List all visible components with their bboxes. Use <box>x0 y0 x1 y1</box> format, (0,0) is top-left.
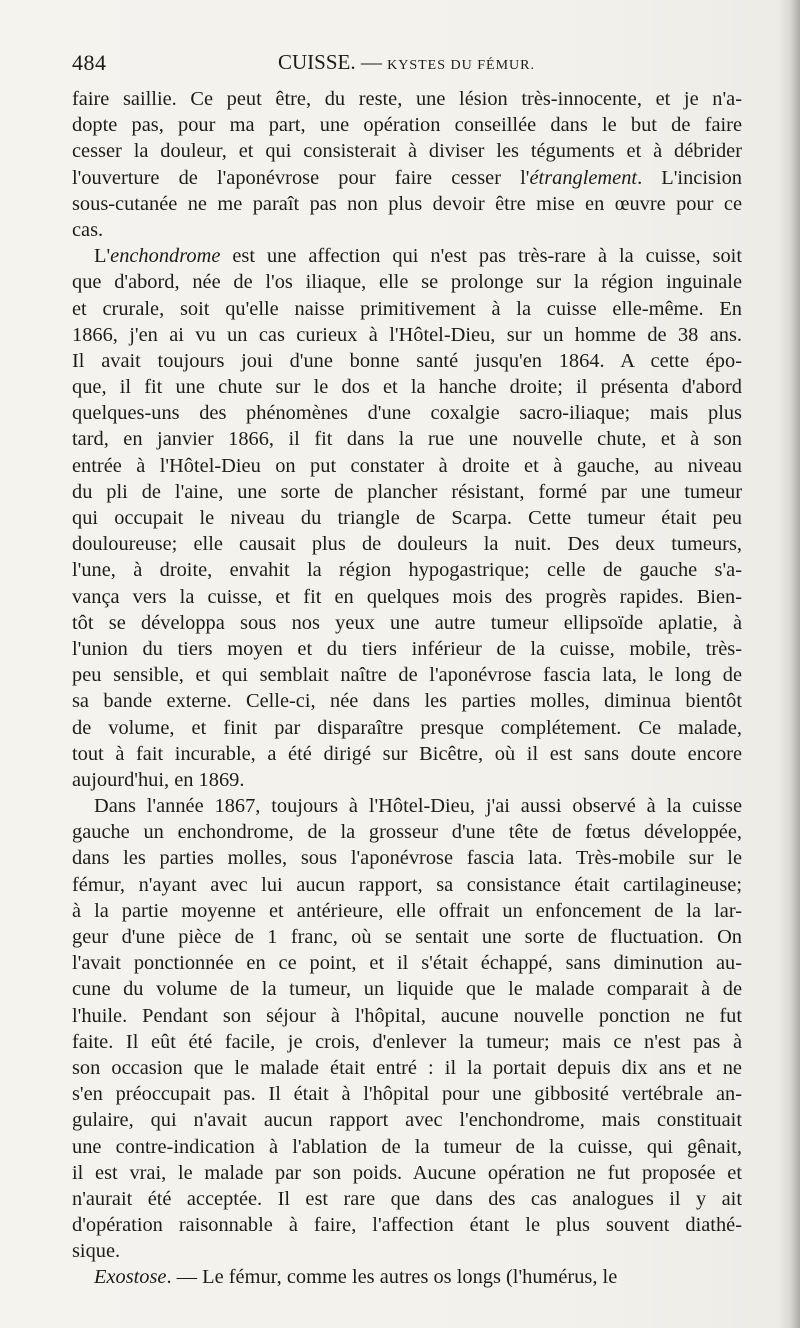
text-line: que d'abord, née de l'os iliaque, elle se prolonge sur la région inguinale <box>72 271 742 294</box>
text-line: 1866, j'en ai vu un cas curieux à l'Hôtel-Dieu, sur un homme de 38 ans. <box>72 323 742 346</box>
body-text <box>72 86 742 1291</box>
text-line: Il avait toujours joui d'une bonne santé jusqu'en 1864. A cette épo- <box>72 349 742 372</box>
text-line: entrée à l'Hôtel-Dieu on put constater à droite et à gauche, au niveau <box>72 454 742 477</box>
paragraph <box>72 1264 742 1290</box>
text-line: de volume, et finit par disparaître presque complétement. Ce malade, <box>72 716 742 739</box>
text-line: cas. <box>72 218 104 241</box>
paragraph <box>72 243 742 793</box>
text-line: faite. Il eût été facile, je crois, d'enlever la tumeur; mais ce n'est pas à <box>72 1030 742 1053</box>
text-line: que, il fit une chute sur le dos et la hanche droite; il présenta d'abord <box>72 376 742 399</box>
text-line: geur d'une pièce de 1 franc, où se sentait une sorte de fluctuation. On <box>72 926 742 948</box>
text-line: d'opération raisonnable à faire, l'affection étant le plus souvent diathé- <box>72 1214 742 1237</box>
page-header <box>72 50 742 84</box>
running-head-subject: KYSTES DU FÉMUR. <box>387 58 535 73</box>
text-line: du pli de l'aine, une sorte de plancher résistant, formé par une tumeur <box>72 480 742 503</box>
text-line: une contre-indication à l'ablation de la tumeur de la cuisse, qui gênait, <box>72 1135 742 1158</box>
text-line: aujourd'hui, en 1869. <box>72 768 245 791</box>
text-line: quelques-uns des phénomènes d'une coxalgie sacro-iliaque; mais plus <box>72 402 742 425</box>
text-line: n'aurait été acceptée. Il est rare que dans des cas analogues il y ait <box>72 1187 742 1210</box>
text-run: l'ouverture de l'aponévrose pour faire cesser l' <box>72 166 530 189</box>
text-run: . — Le fémur, comme les autres os longs (l'humérus, le <box>166 1266 618 1289</box>
running-head-section: CUISSE. <box>278 50 356 74</box>
italic-term: Exostose <box>94 1266 167 1289</box>
running-head <box>278 50 535 75</box>
text-line <box>72 165 742 191</box>
text-line: gulaire, qui n'avait aucun rapport avec l'enchondrome, mais constituait <box>72 1109 742 1132</box>
text-run: L' <box>94 245 111 268</box>
text-line: cune du volume de la tumeur, un liquide que le malade comparait à de <box>72 978 742 1001</box>
text-line: sous-cutanée ne me paraît pas non plus devoir être mise en œuvre pour ce <box>72 192 742 215</box>
text-line <box>72 1264 742 1290</box>
text-line: s'en préoccupait pas. Il était à l'hôpital pour une gibbosité vertébrale an- <box>72 1083 742 1106</box>
italic-term: étranglement <box>529 166 638 189</box>
text-line: il est vrai, le malade par son poids. Aucune opération ne fut proposée et <box>72 1161 742 1184</box>
page-edge-shadow <box>778 0 800 1328</box>
text-line: l'huile. Pendant son séjour à l'hôpital, aucune nouvelle ponction ne fut <box>72 1004 742 1027</box>
page-number: 484 <box>72 50 107 75</box>
text-line: qui occupait le niveau du triangle de Scarpa. Cette tumeur était peu <box>72 507 742 529</box>
running-head-separator: — <box>360 50 382 74</box>
text-line: l'union du tiers moyen et du tiers inférieur de la cuisse, mobile, très- <box>72 637 742 660</box>
text-line: fémur, n'ayant avec lui aucun rapport, sa consistance était cartilagineuse; <box>72 873 742 896</box>
text-line: peu sensible, et qui semblait naître de l'aponévrose fascia lata, le long de <box>72 664 742 687</box>
italic-term: enchondrome <box>110 245 221 268</box>
text-line: son occasion que le malade était entré : il la portait depuis dix ans et ne <box>72 1056 742 1079</box>
text-run: . L'incision <box>637 166 742 189</box>
text-line <box>72 243 742 269</box>
paragraph <box>72 793 742 1264</box>
text-line: tard, en janvier 1866, il fit dans la rue une nouvelle chute, et à son <box>72 428 742 451</box>
text-line: douloureuse; elle causait plus de douleurs la nuit. Des deux tumeurs, <box>72 533 742 556</box>
text-line: Dans l'année 1867, toujours à l'Hôtel-Dieu, j'ai aussi observé à la cuisse <box>94 795 742 818</box>
text-line: cesser la douleur, et qui consisterait à diviser les téguments et à débrider <box>72 140 742 163</box>
text-line: tout à fait incurable, a été dirigé sur Bicêtre, où il est sans doute encore <box>72 742 742 765</box>
text-line: l'une, à droite, envahit la région hypogastrique; celle de gauche s'a- <box>72 559 742 582</box>
paragraph <box>72 86 742 243</box>
text-run: est une affection qui n'est pas très-rare à la cuisse, soit <box>220 245 742 268</box>
text-line: sique. <box>72 1240 121 1263</box>
text-line: faire saillie. Ce peut être, du reste, une lésion très-innocente, et je n'a- <box>72 88 742 110</box>
text-line: gauche un enchondrome, de la grosseur d'une tête de fœtus développée, <box>72 821 742 844</box>
text-line: tôt se développa sous nos yeux une autre tumeur ellipsoïde aplatie, à <box>72 611 742 634</box>
text-line: à la partie moyenne et antérieure, elle offrait un enfoncement de la lar- <box>72 899 742 922</box>
text-line: vança vers la cuisse, et fit en quelques mois des progrès rapides. Bien- <box>72 585 742 608</box>
text-line: et crurale, soit qu'elle naisse primitivement à la cuisse elle-même. En <box>72 297 742 320</box>
text-line: l'avait ponctionnée en ce point, et il s'était échappé, sans diminution au- <box>72 952 742 975</box>
text-line: sa bande externe. Celle-ci, née dans les parties molles, diminua bientôt <box>72 690 742 713</box>
text-line: dans les parties molles, sous l'aponévrose fascia lata. Très-mobile sur le <box>72 847 742 870</box>
text-line: dopte pas, pour ma part, une opération conseillée dans le but de faire <box>72 114 742 137</box>
